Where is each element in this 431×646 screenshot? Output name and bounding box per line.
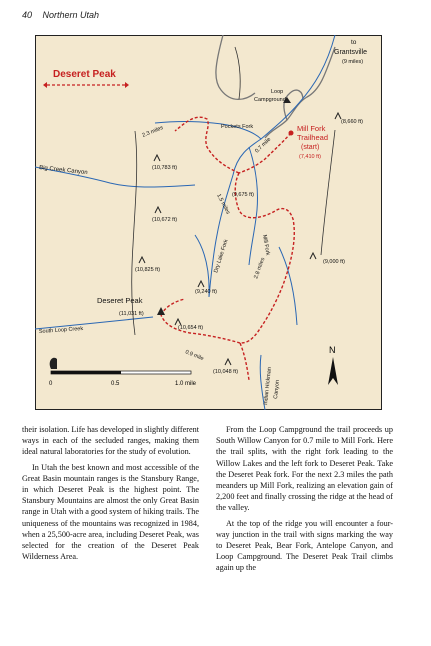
label-dist-07: 0.7 mile [254,136,273,155]
label-dist-28: 2.8 miles [253,256,267,280]
scale-fill [51,371,121,374]
label-grantsville: Grantsville [334,49,368,56]
north-label: N [329,345,336,355]
trail-map [35,35,382,410]
text-column-right [216,424,393,578]
paragraph: From the Loop Campground the trail proceeds up South Willow Canyon for 0.7 mile to Mill Fork. Here the trail splits, with the right fork leading to the Willow Lakes and the left fork to Deseret Peak. Take the Deseret Peak fork. For the next 2.3 miles the path meanders up Mill Fork, realizing an elevation gain of 2,200 feet and finally crossing the ridge at the head of the valley. [216,425,393,513]
label-elev-8660: (8,660 ft) [341,119,364,125]
page-number: 40 [22,10,33,20]
label-indian-hickman: Indian Hickman [263,366,273,406]
label-big-creek: Big Creek Canyon [38,165,88,177]
label-to: to [351,39,357,46]
label-dist-23: 2.3 miles [141,125,165,139]
label-indian-hickman-canyon: Canyon [273,379,281,400]
label-elev-10783: (10,783 ft) [152,165,178,171]
trailhead-marker-icon [289,131,294,136]
page-header [22,10,99,20]
label-elev-9000: (9,000 ft) [323,259,346,265]
label-elev-9675: (9,675 ft) [232,192,255,198]
label-deseret-peak: Deseret Peak [97,296,143,305]
paragraph: At the top of the ridge you will encounter a four-way junction in the trail with signs marking the way to Deseret Peak, Bear Fork, Antelope Canyon, and Loop Campground. The Deseret Peak Trail climbs again up the [216,518,393,573]
label-elev-10672: (10,672 ft) [152,217,178,223]
map-title: Deseret Peak [53,69,116,80]
scale-label-10: 1.0 mile [175,381,197,387]
label-loop: Loop [271,89,284,95]
label-trailhead-elev: (7,410 ft) [299,154,322,160]
paragraph: In Utah the best known and most accessible of the Great Basin mountain ranges is the Stansbury Range, in which Deseret Peak is the highest point. The Stansbury Mountains are almost the only Great Basin range in Utah with a good system of hiking trails. The uniqueness of the mountains was recognized in 1984, when a 25,500-acre area, including Deseret Peak, was selected for the creation of the Deseret Peak Wilderness Area. [22,462,199,562]
label-elev-10654: (10,654 ft) [178,325,204,331]
label-mill-fork: Mill Fork [261,234,271,256]
label-dist-15: 1.5 miles [215,193,231,216]
scale-label-0: 0 [49,381,53,387]
label-grantsville-sub: (9 miles) [342,59,364,65]
label-mill-fork-title: Mill Fork [297,124,326,133]
label-dist-09: 0.9 mile [184,349,205,363]
label-elev-9240: (9,240 ft) [195,289,218,295]
label-dry-lake-fork: Dry Lake Fork [213,238,230,274]
label-trailhead: Trailhead [297,133,328,142]
scale-label-05: 0.5 [111,381,120,387]
label-start: (start) [301,144,320,151]
label-elev-10048: (10,048 ft) [213,369,239,375]
label-elev-10825: (10,825 ft) [135,267,161,273]
paragraph: their isolation. Life has developed in slightly different ways in each of the secluded ranges, making them ideal natural laboratories for the study of evolution. [22,425,199,457]
label-deseret-peak-elev: (11,031 ft) [119,311,144,317]
section-title: Northern Utah [42,10,100,20]
label-pockets-fork: Pockets Fork [221,124,254,130]
label-campground: Campground [254,97,286,103]
text-column-left [22,424,199,566]
label-south-loop: South Loop Creek [38,325,84,335]
